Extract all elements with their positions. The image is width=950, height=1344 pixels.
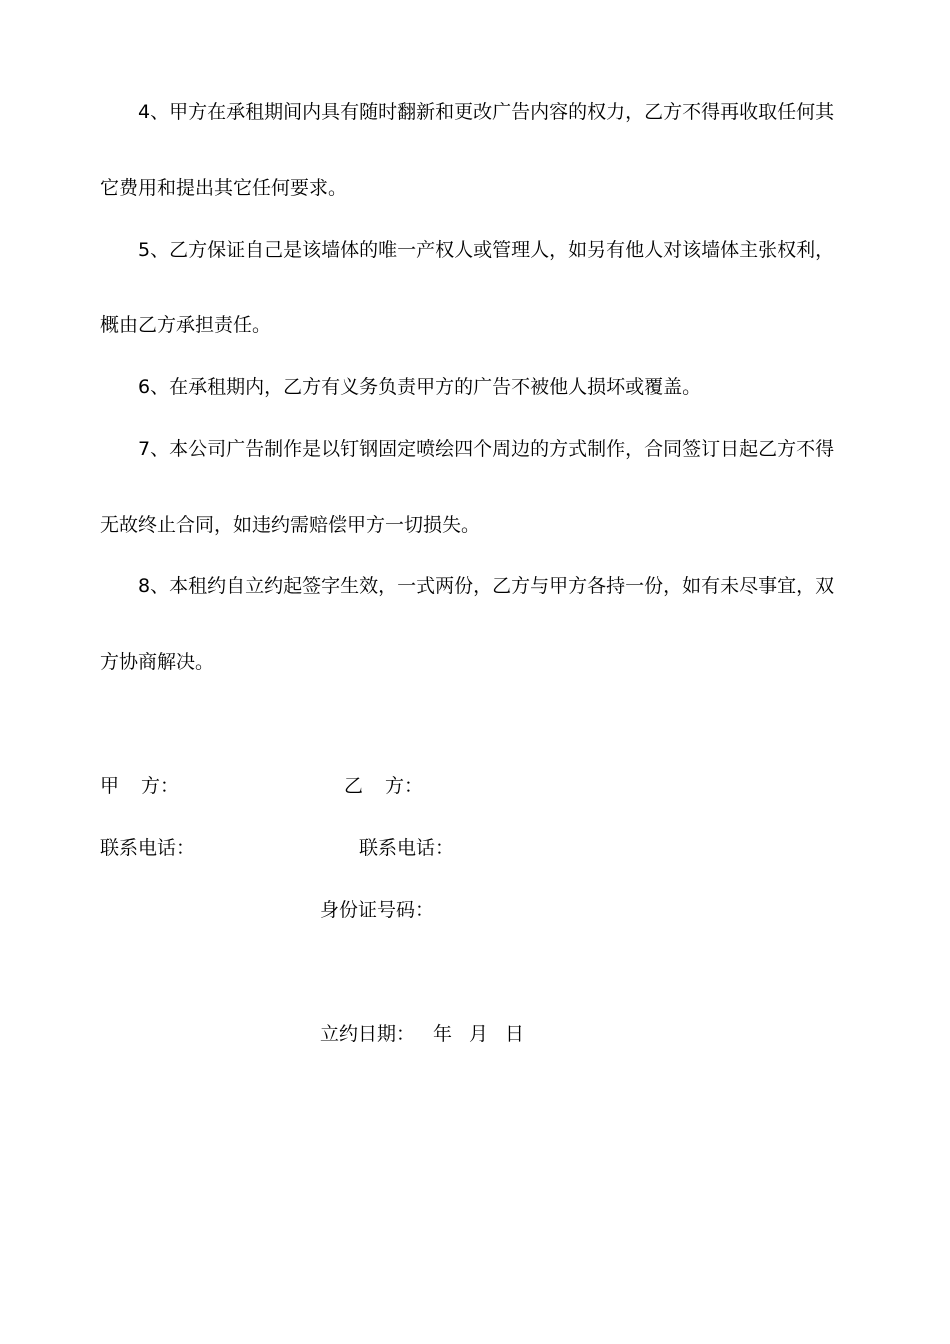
party-b-label <box>344 774 423 798</box>
date-year: 年 <box>433 1023 453 1045</box>
party-b-char2: 方： <box>385 775 424 797</box>
clause-7-line-1: 7、本公司广告制作是以钉钢固定喷绘四个周边的方式制作，合同签订日起乙方不得 <box>138 438 835 460</box>
date-month: 月 <box>469 1023 489 1045</box>
party-a-label <box>100 774 179 798</box>
party-b-phone-label: 联系电话： <box>359 837 455 859</box>
party-b-char1: 乙 <box>344 775 364 797</box>
party-a-phone-label: 联系电话： <box>100 837 196 859</box>
party-a-char1: 甲 <box>100 775 120 797</box>
clause-4-line-2: 它费用和提出其它任何要求。 <box>100 177 348 199</box>
clause-4-line-1: 4、甲方在承租期间内具有随时翻新和更改广告内容的权力，乙方不得再收取任何其 <box>138 101 835 123</box>
party-a-char2: 方： <box>141 775 180 797</box>
date-day: 日 <box>505 1023 525 1045</box>
clause-8-line-2: 方协商解决。 <box>100 651 215 673</box>
id-number-label: 身份证号码： <box>320 899 435 921</box>
date-label: 立约日期： <box>320 1023 416 1045</box>
clause-6-line-1: 6、在承租期内，乙方有义务负责甲方的广告不被他人损坏或覆盖。 <box>138 376 702 398</box>
clause-8-line-1: 8、本租约自立约起签字生效，一式两份，乙方与甲方各持一份，如有未尽事宜，双 <box>138 575 835 597</box>
clause-7-line-2: 无故终止合同，如违约需赔偿甲方一切损失。 <box>100 514 481 536</box>
clause-5-line-1: 5、乙方保证自己是该墙体的唯一产权人或管理人，如另有他人对该墙体主张权利， <box>138 239 835 261</box>
clause-5-line-2: 概由乙方承担责任。 <box>100 314 272 336</box>
contract-date <box>320 1022 524 1046</box>
